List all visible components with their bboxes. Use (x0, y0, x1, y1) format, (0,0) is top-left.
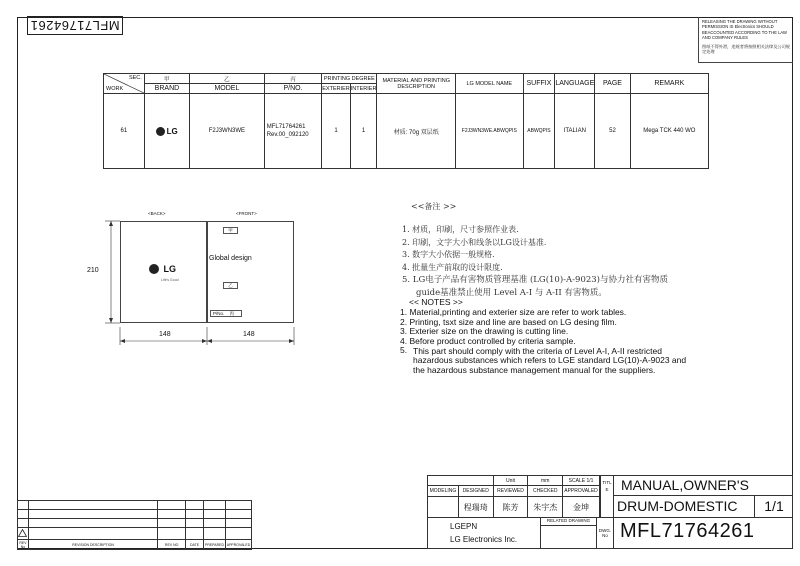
note-cn-item: 3. 数字大小依据一般规格. (402, 250, 495, 259)
notes-cn-list (402, 224, 668, 299)
model-cn: 乙 (190, 74, 265, 84)
checked-by: 朱宇杰 (528, 497, 563, 518)
approved-by: 金坤 (563, 497, 600, 518)
pno-value (264, 94, 322, 169)
logo-text: LG (163, 263, 176, 274)
brand-logo-text: LG (166, 126, 178, 136)
approvaled-header: APPROVALED (563, 486, 600, 497)
designed-by: 程瑞琦 (458, 497, 493, 518)
lg-model-name-value: F2J3WN3WE.ABWQPIS (455, 94, 523, 169)
checked-header: CHECKED (528, 486, 563, 497)
printing-degree-header: PRINTING DEGREE (322, 74, 377, 84)
work-label: WORK (106, 86, 124, 92)
pno-box-value: 丙 (229, 311, 235, 316)
lg-logo-icon (156, 127, 165, 136)
note-en-item: 4. Before product controlled by criteria sample. (400, 335, 576, 346)
logo-tagline: Life's Good (161, 278, 179, 282)
note-en-item: 3. Exterier size on the drawing is cutting line. (400, 326, 569, 336)
sec-label: SEC. (128, 75, 142, 81)
note-en-item: the hazardous substance management manual for the suppliers. (413, 364, 656, 375)
scale-value: 1/1 (586, 477, 594, 484)
height-dimension: 210 (87, 267, 99, 274)
note-cn-item: 1. 材质，印刷，尺寸参照作业表. (402, 225, 519, 234)
scale-label: SCALE (568, 477, 586, 484)
interier-header: INTERIER (350, 85, 377, 92)
unit-value (528, 476, 563, 486)
brand-logo-cell (144, 94, 189, 169)
notes-en-title: << NOTES >> (409, 297, 463, 307)
company-name: LG Electronics Inc. (450, 535, 518, 544)
note-cn-item: guide基准禁止使用 Level A-I 与 A-II 有害物质。 (416, 287, 607, 298)
title-line-2: DRUM-DOMESTIC (614, 496, 755, 517)
scale-cell (563, 476, 600, 486)
pno-box-label: P/No. (213, 311, 225, 316)
brand-cn: 甲 (144, 74, 189, 84)
reviewed-header: REVIEWED (493, 486, 528, 497)
notes-cn-title: <<备注 >> (411, 202, 457, 211)
pno-cn: 丙 (264, 74, 322, 84)
note-cn-item: 4. 批量生产前取的设计限度. (402, 262, 503, 272)
sheet-number: 1/1 (764, 498, 784, 514)
front-label: <FRONT> (236, 211, 257, 216)
page-value: 52 (595, 94, 630, 169)
language-header: LANGUAGE (555, 74, 595, 94)
release-note-cn: 图纸不得外泄，违规者将按照相关法律及公司规定处理 (702, 43, 790, 55)
page-header: PAGE (595, 74, 630, 94)
note-cn-item: 5. LG电子产品有害物质管理基准 (LG(10)-A-9023)与协力社有害物质 (402, 275, 668, 285)
back-label: <BACK> (148, 211, 166, 216)
revision-table (17, 500, 252, 550)
approval-table (427, 475, 600, 518)
brand-header: BRAND (144, 84, 189, 94)
related-drawing-label: RELATED DRAWING (541, 517, 596, 526)
pno-line2: Rev.00_092120 (266, 132, 309, 138)
rev-no-header: REV No (19, 540, 27, 549)
pno-header: P/NO. (264, 84, 322, 94)
flipped-part-number: MFL71764261 (27, 16, 123, 35)
dwg-number: MFL71764261 (620, 520, 755, 542)
dwg-no-label: DWG. No (597, 517, 614, 549)
material-value: 材质: 70g 双层纸 (377, 94, 456, 169)
unit-label: Unit (493, 476, 528, 486)
box-b: 乙 (223, 282, 238, 289)
language-value: ITALIAN (555, 94, 595, 169)
remark-value: Mega TCK 440 WO (630, 94, 708, 169)
work-value: 61 (104, 94, 145, 169)
note-en-item: 2. Printing, tsxt size and line are based on LG desing film. (400, 316, 617, 327)
model-header: MODEL (190, 84, 265, 94)
model-value: F2J3WN3WE (190, 94, 265, 169)
spec-table (103, 73, 709, 169)
note-en-item: This part should comply with the criteria of Level A-I, A-II restricted (413, 345, 662, 356)
exterier-value: 1 (322, 94, 351, 169)
suffix-header: SUFFIX (523, 74, 555, 94)
note-en-item: 5. (400, 345, 408, 355)
remark-header: REMARK (630, 74, 708, 94)
company-code: LGEPN (450, 522, 478, 531)
material-header: MATERIAL AND PRINTING DESCRIPTION (377, 74, 456, 94)
note-en-item: hazardous substances which refers to LGE standard LG(10)-A-9023 and (413, 355, 687, 365)
width-right-dimension: 148 (243, 331, 255, 338)
exterier-header: EXTERIER (322, 85, 350, 92)
related-drawing-box (540, 517, 597, 549)
title-line-1: MANUAL,OWNER'S (614, 475, 793, 496)
release-note (698, 17, 793, 63)
warning-triangle-icon (18, 528, 29, 540)
width-left-dimension: 148 (159, 331, 171, 338)
approvaled-header: APPROVALED (225, 540, 251, 550)
sec-work-cell (104, 74, 145, 94)
global-design-text: Global design (209, 255, 252, 262)
designed-header: DESIGNED (458, 486, 493, 497)
dimension-lines (95, 215, 305, 347)
lg-model-name-header: LG MODEL NAME (455, 74, 523, 94)
modeling-header: MODELING (428, 486, 459, 497)
rev-no-col-header: REV NO (158, 540, 186, 550)
release-note-en: RELEASING THE DRAWING WITHOUT PERMISSION IS Electronics SHOULD BEACCOUNTED ACCORDING TO THE LAW AND COMPANY RULES (702, 19, 788, 41)
suffix-value: ABWQPIS (523, 94, 555, 169)
notes-en-list (400, 308, 686, 375)
date-header: DATE (186, 540, 204, 550)
prepared-header: PREPARED (204, 540, 226, 550)
note-en-item: 1. Material,printing and exterier size are refer to work tables. (400, 307, 627, 317)
title-vertical-label: TITLE (600, 475, 614, 517)
pno-line1: MFL71764261 (266, 124, 306, 130)
revision-description-header: REVISION DESCRIPTION (28, 540, 157, 550)
note-cn-item: 2. 印刷，文字大小和线条以LG设计基准. (402, 237, 547, 247)
reviewed-by: 陈芳 (493, 497, 528, 518)
interier-value: 1 (350, 94, 377, 169)
unit-val: mm (541, 477, 550, 484)
box-a: 甲 (223, 227, 238, 234)
